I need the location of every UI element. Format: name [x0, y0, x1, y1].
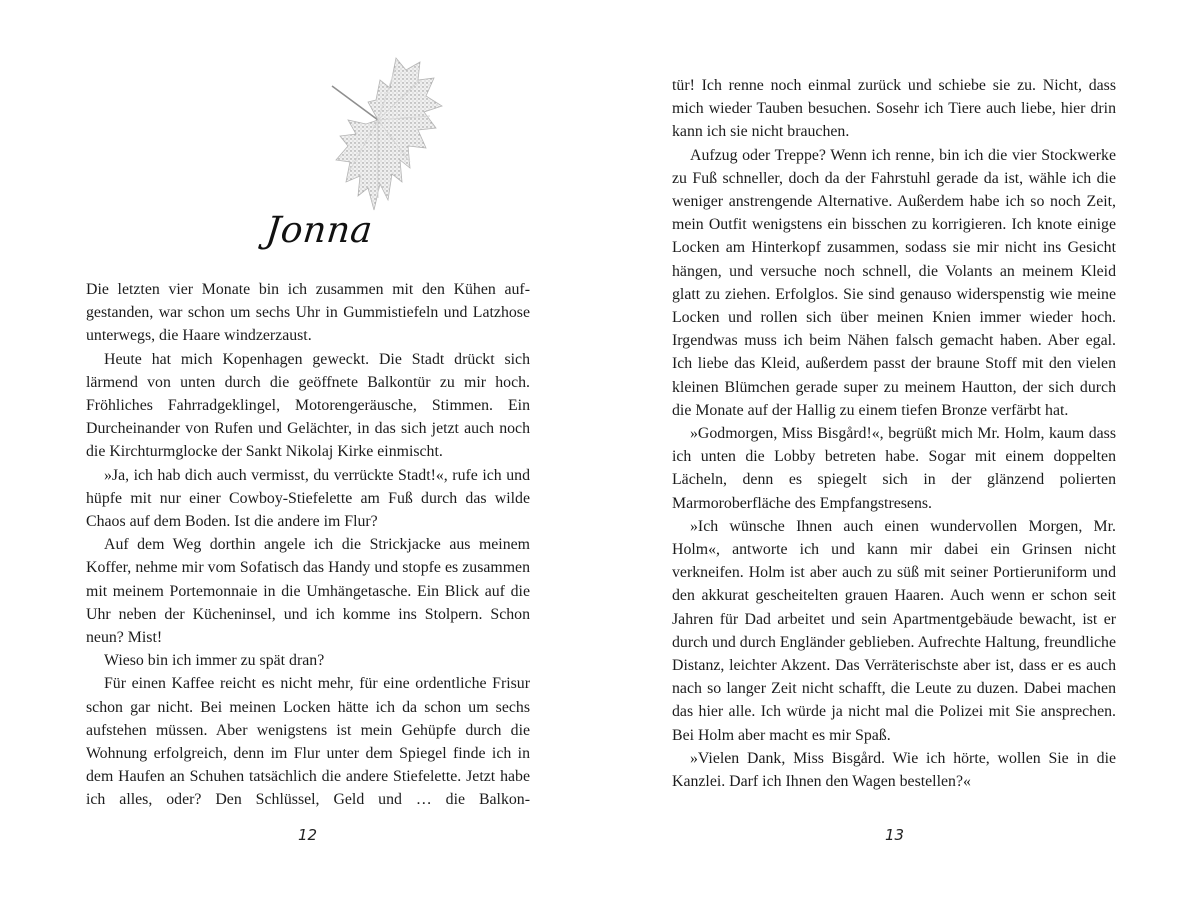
- paragraph: »Godmorgen, Miss Bisgård!«, begrüßt mich Mr. Holm, kaum dass ich unten die Lobby betreten habe. Sogar mit einem doppelten Lächeln, denn es spiegelt sich in der glänzend polierten Marmoroberfläche des Empfangstresens.: [672, 425, 1116, 512]
- left-page-text: [86, 278, 530, 812]
- page-number: 13: [885, 826, 905, 844]
- paragraph: »Vielen Dank, Miss Bisgård. Wie ich hörte, wollen Sie in die Kanzlei. Darf ich Ihnen den Wagen bestellen?«: [672, 749, 1116, 791]
- chapter-header: [250, 50, 450, 251]
- maple-leaf-illustration: [250, 50, 450, 220]
- page-number: 12: [298, 826, 318, 844]
- paragraph: Für einen Kaffee reicht es nicht mehr, für eine ordentliche Frisur schon gar nicht. Bei meinen Locken hätte ich da schon um sechs aufstehen müssen. Aber wenigstens ist mein Gehüpfe durch die Wohnung erfolgreich, denn im Flur unter dem Spiegel finde ich in dem Haufen an Schuhen tatsächlich die andere Stiefelette. Jetzt habe ich alles, oder? Den Schlüssel, Geld und … die Balkon-: [86, 675, 530, 809]
- paragraph: Wieso bin ich immer zu spät dran?: [104, 652, 325, 670]
- paragraph: Heute hat mich Kopenhagen geweckt. Die Stadt drückt sich lärmend von unten durch die geöffnete Balkontür zu mir hoch. Fröhliches Fahrradgeklingel, Motorengeräusche, Stimmen. Ein Durcheinander von Rufen und Gelächter, in das sich jetzt auch noch die Kirchturmglocke der Sankt Nikolaj Kirke einmischt.: [86, 350, 530, 461]
- paragraph: Die letzten vier Monate bin ich zusammen mit den Kühen aufgestanden, war schon um sechs Uhr in Gummistiefeln und Latzhose unterwegs, die Haare windzerzaust.: [86, 281, 530, 345]
- right-page-text: [672, 74, 1116, 793]
- paragraph: »Ja, ich hab dich auch vermisst, du verrückte Stadt!«, rufe ich und hüpfe mit nur einer Cowboy-Stiefelette am Fuß durch das wilde Chaos auf dem Boden. Ist die andere im Flur?: [86, 466, 530, 531]
- chapter-title: Jonna: [263, 210, 375, 251]
- right-page: [600, 0, 1200, 922]
- paragraph: »Ich wünsche Ihnen auch einen wundervollen Morgen, Mr. Holm«, antworte ich und kann mir dabei ein Grinsen nicht verkneifen. Holm ist aber auch zu süß mit seiner Portieruniform und den akkurat gescheitelten grauen Haaren. Auch wenn er schon seit Jahren für Dad arbeitet und sein Apartmentgebäude bewacht, ist er durch und durch Engländer geblieben. Aufrechte Haltung, freundliche Distanz, leichter Akzent. Das Verräterischste aber ist, dass er es auch nach so langer Zeit nicht schafft, die Leute zu duzen. Dabei machen das hier alle. Ich würde ja nicht mal die Polizei mit Sie ansprechen. Bei Holm aber macht es mir Spaß.: [672, 517, 1116, 744]
- paragraph: tür! Ich renne noch einmal zurück und schiebe sie zu. Nicht, dass mich wieder Tauben besuchen. Sosehr ich Tiere auch liebe, hier drin kann ich sie nicht brauchen.: [672, 77, 1116, 141]
- paragraph: Aufzug oder Treppe? Wenn ich renne, bin ich die vier Stockwerke zu Fuß schneller, doch da der Fahrstuhl gerade da ist, wähle ich die weniger anstrengende Alternative. Außerdem habe ich so noch Zeit, mein Outfit wenigstens ein bisschen zu korrigieren. Ich knote einige Locken am Hinterkopf zusammen, sodass sie mir nicht ins Gesicht hängen, und versuche noch schnell, die Volants an meinem Kleid glatt zu ziehen. Erfolglos. Sie sind genauso widerspenstig wie meine Locken und rollen sich über meinen Knien immer wieder hoch. Irgendwas muss ich beim Nähen falsch gemacht haben. Aber egal. Ich liebe das Kleid, außerdem passt der braune Stoff mit den vielen kleinen Blümchen gerade super zu meinem Hautton, der sich durch die Monate auf der Hallig zu einem tiefen Bronze verfärbt hat.: [672, 146, 1116, 419]
- paragraph: Auf dem Weg dorthin angele ich die Strickjacke aus meinem Koffer, nehme mir vom Sofatisch das Handy und stopfe es zusammen mit meinem Portemonnaie in die Umhängetasche. Ein Blick auf die Uhr neben der Kücheninsel, und ich komme ins Stolpern. Schon neun? Mist!: [86, 536, 530, 647]
